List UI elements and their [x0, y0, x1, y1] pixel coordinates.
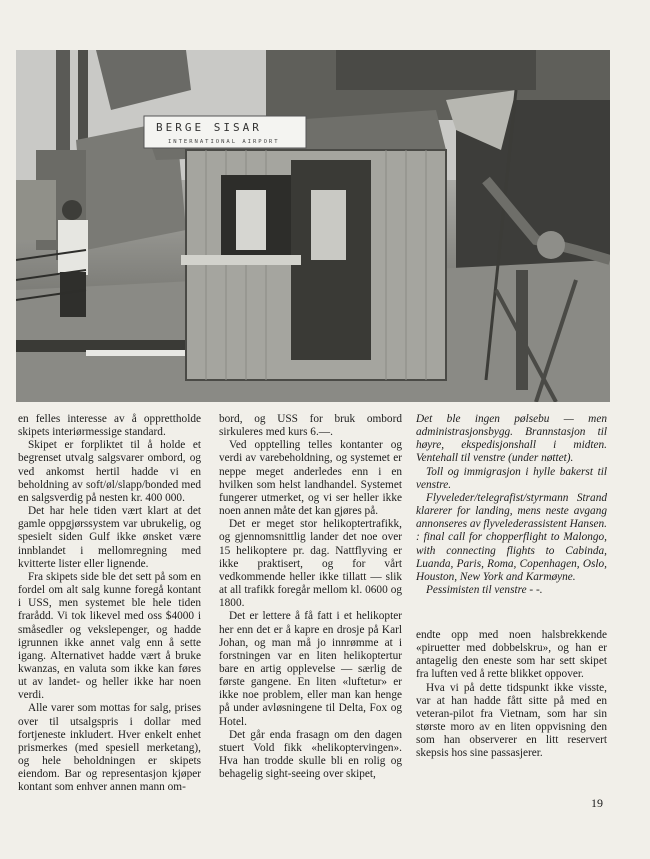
- paragraph: Det går enda frasagn om den dagen stuert Vold fikk «helikoptervingen». Hva han trodde skulle bli en rolig og behagelig sight-seeing over skipet,: [219, 728, 402, 781]
- caption-line: Det ble ingen pølsebu — men administrasjonsbygg. Brannstasjon til høyre, ekspedisjonshall i midten. Ventehall til venstre (under nøttet).: [416, 413, 607, 465]
- caption-line: : final call for chopperflight to Malongo, with connecting flights to Cabinda, Luanda, Paris, Roma, Copenhagen, Oslo, Houston, New York and Karmøyne.: [416, 531, 607, 583]
- text-column-2: [219, 413, 402, 781]
- text-column-1: [18, 413, 201, 795]
- paragraph: Det er lettere å få fatt i et helikopter her enn det er å kapre en drosje på Karl Johan, og man må jo innrømme at i forstningen var en liten helikoptertur bare en artig opplevelse — særlig de første gangene. En liten «luftetur» er ikke noe problem, eller man kan henge på under avløsningene til Delta, Fox og Hotel.: [219, 610, 402, 728]
- sign-sub-text: INTERNATIONAL AIRPORT: [168, 139, 280, 145]
- page-number: 19: [591, 796, 603, 810]
- text-column-3: [416, 629, 607, 761]
- sign-main-text: BERGE SISAR: [156, 121, 262, 134]
- caption-line: Flyveleder/telegrafist/styrmann Strand klarerer for landing, mens neste avgang annonseres av flyvelederassistent Hansen.: [416, 491, 607, 531]
- paragraph: Det er meget stor helikoptertrafikk, og gjennomsnittlig lander det noe over 15 helikoptere pr. dag. Nattflyving er ikke praktisert, og for vårt vedkommende heller ikke tillatt — slik at all trafikk foregår mellom kl. 0600 og 1800.: [219, 518, 402, 610]
- paragraph: Hva vi på dette tidspunkt ikke visste, var at han hadde fått sitte på med en veteran-pilot fra Vietnam, som har sin største moro av en liten oppvisning den som han observerer en litt reservert skepsis hos sine passasjerer.: [416, 681, 607, 760]
- paragraph: endte opp med noen halsbrekkende «piruetter med dobbelskru», og han er antagelig den eneste som har sett skipet fra luften ved å rette blikket oppover.: [416, 629, 607, 681]
- photo-caption: [416, 413, 607, 597]
- paragraph: en felles interesse av å opprettholde skipets interiørmessige standard.: [18, 413, 201, 439]
- caption-line: Pessimisten til venstre - -.: [426, 584, 543, 597]
- paragraph: bord, og USS for bruk ombord sirkuleres med kurs 6.—.: [219, 413, 402, 439]
- paragraph: Skipet er forpliktet til å holde et begrenset utvalg salgsvarer ombord, og ved ankomst hertil hadde vi en beholdning av soft/øl/slapp/bonded med en salgsverdig på nesten kr. 400 000.: [18, 439, 201, 504]
- photo-helideck-hut: [16, 50, 610, 402]
- caption-line: Toll og immigrasjon i hylle bakerst til venstre.: [416, 465, 607, 491]
- paragraph: Det har hele tiden vært klart at det gamle oppgjørssystem var ubrukelig, og spesielt siden Gulf ikke ønsket være innblandet i mellomregning med kvitterte lister eller lignende.: [18, 505, 201, 570]
- paragraph: Alle varer som mottas for salg, prises over til utsalgspris i dollar med fortjeneste inkludert. Hver enkelt enhet prismerkes (med spesiell merketang), og hele beholdningen er skipets eiendom. Bar og representasjon kjøper kontant som enhver annen mann om-: [18, 702, 201, 794]
- paragraph: Fra skipets side ble det sett på som en fordel om alt salg kunne foregå kontant i USS, men systemet ble hele tiden frarådd. Vi tok likevel med oss $4000 i småsedler og vekslepenger, og hadde igrunnen ikke annet valg enn å sette igang. Alternativet hadde vært å bruke kwanzas, en valuta som ikke kan føres ut av landet- og heller ikke har noen verdi.: [18, 570, 201, 702]
- photo-illustration: [16, 50, 610, 402]
- paragraph: Ved opptelling telles kontanter og verdi av varebeholdning, og systemet er neppe meget anderledes enn i en hvilken som helst landhandel. Systemet fungerer utmerket, og vi ser heller ikke noen annen måte det kan gjøres på.: [219, 439, 402, 518]
